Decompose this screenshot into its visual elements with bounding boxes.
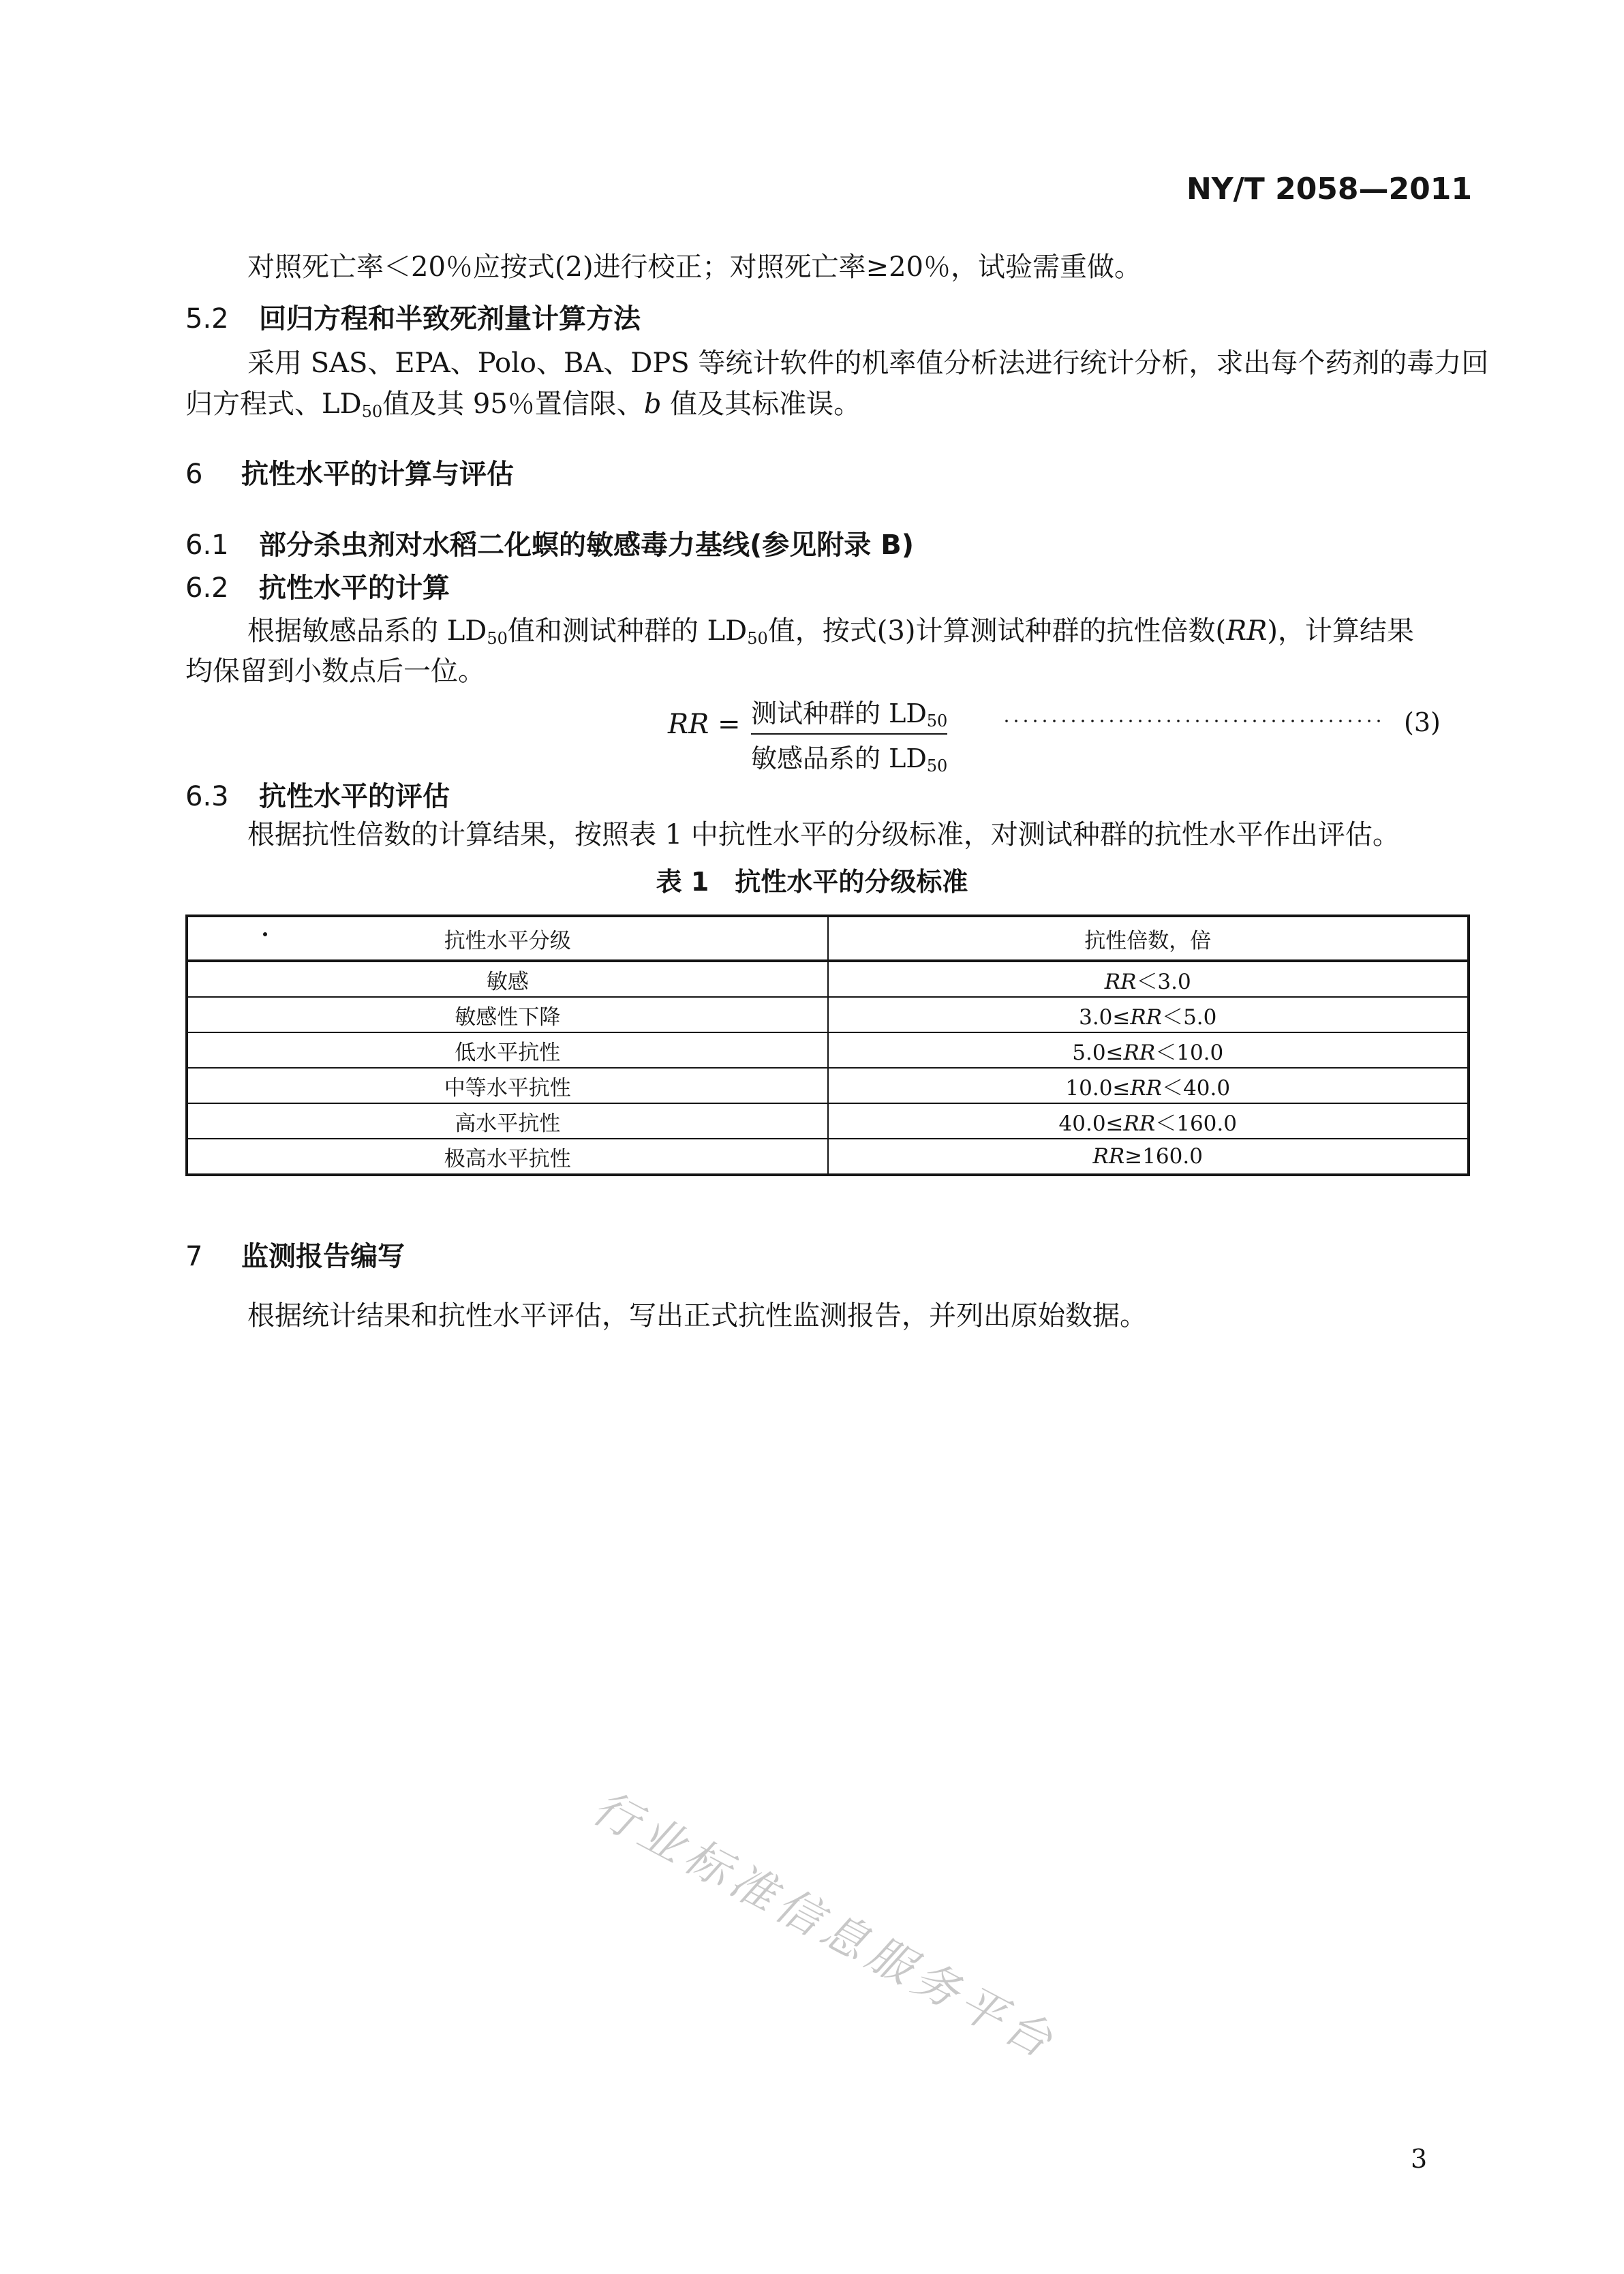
table-row — [187, 1068, 1469, 1103]
variable-rr: RR — [1092, 1144, 1125, 1169]
ratio-upper: ＜3.0 — [1136, 969, 1191, 994]
variable-rr: RR — [1130, 1004, 1163, 1030]
section-number: 6.2 — [185, 572, 229, 604]
formula-numerator — [751, 692, 947, 731]
section-title: 抗性水平的计算与评估 — [241, 459, 514, 490]
formula-fraction — [751, 692, 947, 775]
section-title: 抗性水平的评估 — [259, 781, 450, 812]
section-number: 6 — [185, 459, 203, 490]
cell-ratio — [828, 1032, 1469, 1068]
section-number: 6.3 — [185, 781, 229, 812]
text-run: 值及其标准误。 — [661, 388, 861, 420]
standard-code: NY/T 2058—2011 — [1186, 172, 1472, 206]
heading-7 — [185, 1235, 405, 1274]
section-number: 7 — [185, 1241, 203, 1272]
para-6-3-line1: 根据抗性倍数的计算结果，按照表 1 中抗性水平的分级标准，对测试种群的抗性水平作出评估。 — [247, 819, 1400, 850]
section-number: 6.1 — [185, 529, 229, 561]
subscript: 50 — [487, 629, 508, 648]
table-row — [187, 997, 1469, 1032]
text-run: )，计算结果 — [1267, 615, 1414, 647]
ratio-lower: 3.0≤ — [1079, 1004, 1131, 1030]
table-row — [187, 961, 1469, 997]
header-text: 抗性水平分级 — [444, 928, 571, 953]
variable-rr: RR — [1130, 1075, 1163, 1101]
section-title: 抗性水平的计算 — [259, 572, 450, 604]
text-run: 敏感品系的 LD — [751, 743, 927, 773]
table-row — [187, 1103, 1469, 1139]
ratio-upper: ＜40.0 — [1162, 1075, 1231, 1101]
cell-level: 低水平抗性 — [187, 1032, 828, 1068]
subscript: 50 — [926, 756, 948, 775]
cell-level: 敏感性下降 — [187, 997, 828, 1032]
formula-number: (3) — [1404, 707, 1441, 737]
subscript: 50 — [361, 402, 383, 421]
ratio-lower: 5.0≤ — [1072, 1040, 1124, 1065]
cell-level: 极高水平抗性 — [187, 1139, 828, 1175]
ratio-lower: 40.0≤ — [1058, 1111, 1124, 1136]
table-row — [187, 1139, 1469, 1175]
text-run: 归方程式、LD — [185, 388, 362, 420]
section-title: 部分杀虫剂对水稻二化螟的敏感毒力基线(参见附录 B) — [259, 529, 914, 561]
equals-sign: = — [709, 709, 741, 740]
variable-rr: RR — [1123, 1111, 1156, 1136]
ratio-lower: 10.0≤ — [1065, 1075, 1131, 1101]
cell-ratio — [828, 1139, 1469, 1175]
leader-dots — [1002, 720, 1383, 722]
text-run: 测试种群的 LD — [751, 698, 927, 728]
variable-b: b — [643, 388, 662, 420]
para-5-2-line1: 采用 SAS、EPA、Polo、BA、DPS 等统计软件的机率值分析法进行统计分析，求出每个药剂的毒力回 — [247, 348, 1489, 379]
ratio-upper: ＜5.0 — [1162, 1004, 1217, 1030]
variable-rr: RR — [668, 709, 709, 740]
fraction-bar — [751, 733, 947, 735]
formula-denominator — [751, 737, 947, 775]
heading-6-1 — [185, 523, 914, 562]
para-5-2-line2 — [185, 385, 861, 424]
ratio-upper: ≥160.0 — [1124, 1144, 1203, 1169]
para-6-2-line2: 均保留到小数点后一位。 — [185, 656, 485, 687]
text-run: 根据敏感品系的 LD — [247, 615, 487, 647]
cell-level: 高水平抗性 — [187, 1103, 828, 1139]
section-title: 回归方程和半致死剂量计算方法 — [259, 303, 641, 335]
heading-6-3 — [185, 775, 450, 814]
section-number: 5.2 — [185, 303, 229, 335]
scan-dot — [263, 932, 267, 936]
cell-ratio — [828, 1068, 1469, 1103]
cell-ratio — [828, 1103, 1469, 1139]
heading-6 — [185, 452, 514, 491]
formula-lhs — [668, 709, 740, 740]
ratio-upper: ＜160.0 — [1155, 1111, 1237, 1136]
heading-6-2 — [185, 566, 450, 605]
variable-rr: RR — [1104, 969, 1137, 994]
cell-ratio — [828, 961, 1469, 997]
text-run: 值和测试种群的 LD — [507, 615, 748, 647]
para-6-2-line1 — [247, 612, 1414, 651]
variable-rr: RR — [1123, 1040, 1156, 1065]
table-header-row — [187, 916, 1469, 961]
table-row — [187, 1032, 1469, 1068]
subscript: 50 — [747, 629, 768, 648]
cell-ratio — [828, 997, 1469, 1032]
header-level — [187, 916, 828, 961]
ratio-upper: ＜10.0 — [1155, 1040, 1224, 1065]
text-run: 值及其 95％置信限、 — [382, 388, 644, 420]
resistance-grade-table — [185, 915, 1470, 1176]
header-ratio: 抗性倍数，倍 — [828, 916, 1469, 961]
intro-line: 对照死亡率＜20％应按式(2)进行校正；对照死亡率≥20％，试验需重做。 — [247, 251, 1142, 283]
heading-5-2 — [185, 297, 641, 336]
cell-level: 中等水平抗性 — [187, 1068, 828, 1103]
variable-rr: RR — [1226, 615, 1268, 647]
watermark: 行业标准信息服务平台 — [583, 1781, 1066, 2071]
subscript: 50 — [926, 711, 948, 731]
formula-3 — [668, 692, 1458, 775]
section-title: 监测报告编写 — [241, 1241, 405, 1272]
table-caption: 表 1 抗性水平的分级标准 — [656, 867, 968, 897]
cell-level: 敏感 — [187, 961, 828, 997]
page-number: 3 — [1411, 2144, 1428, 2174]
text-run: 值，按式(3)计算测试种群的抗性倍数( — [767, 615, 1227, 647]
para-7-line1: 根据统计结果和抗性水平评估，写出正式抗性监测报告，并列出原始数据。 — [247, 1300, 1147, 1332]
